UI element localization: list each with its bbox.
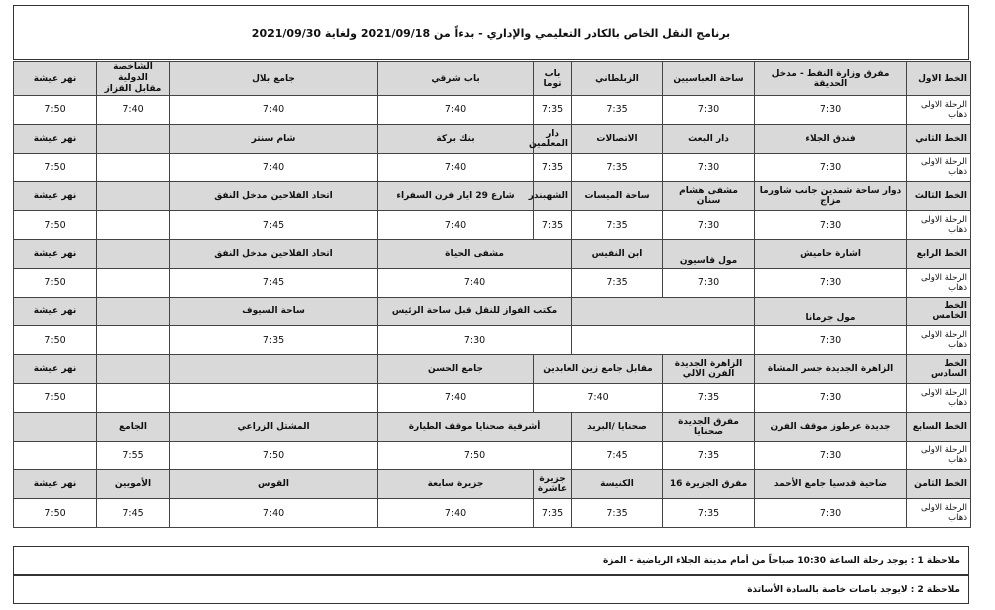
trip-label: الرحلة الاولى ذهاب	[907, 383, 971, 412]
time-cell: 7:40	[378, 383, 534, 412]
line-name: الخط الثالث	[907, 182, 971, 211]
stop-cell: باب توما	[534, 62, 572, 96]
stop-cell: مقابل جامع زين العابدين	[534, 355, 663, 384]
stop-cell: مول جرمانا	[755, 297, 907, 326]
stop-cell: القوس	[170, 470, 378, 499]
time-cell: 7:50	[14, 211, 97, 240]
stops-row	[14, 124, 971, 153]
time-cell: 7:40	[97, 96, 170, 125]
empty-cell	[572, 297, 755, 326]
time-cell: 7:30	[755, 383, 907, 412]
stop-cell: نهر عيشة	[14, 239, 97, 268]
time-cell: 7:50	[14, 96, 97, 125]
stop-cell: نهر عيشة	[14, 470, 97, 499]
stops-row	[14, 239, 971, 268]
stop-cell: الجامع	[97, 412, 170, 441]
time-cell: 7:40	[378, 211, 534, 240]
stops-row	[14, 297, 971, 326]
stop-cell: مفرق الجديدة صحنايا	[663, 412, 755, 441]
stop-cell: فندق الجلاء	[755, 124, 907, 153]
stop-cell: باب شرقي	[378, 62, 534, 96]
stop-cell: ساحة العباسيين	[663, 62, 755, 96]
stop-cell: نهر عيشة	[14, 355, 97, 384]
time-cell: 7:50	[14, 383, 97, 412]
line-name: الخط السابع	[907, 412, 971, 441]
time-cell: 7:50	[14, 326, 97, 355]
empty-cell	[97, 326, 170, 355]
empty-cell	[170, 355, 378, 384]
time-cell: 7:45	[572, 441, 663, 470]
stops-row	[14, 355, 971, 384]
trip-label: الرحلة الاولى ذهاب	[907, 153, 971, 182]
empty-cell	[97, 239, 170, 268]
time-cell: 7:35	[534, 153, 572, 182]
stop-cell: صحنايا /البريد	[572, 412, 663, 441]
times-row	[14, 96, 971, 125]
stops-row	[14, 470, 971, 499]
time-cell: 7:30	[663, 211, 755, 240]
time-cell: 7:35	[534, 96, 572, 125]
times-row	[14, 441, 971, 470]
time-cell: 7:50	[14, 499, 97, 528]
stop-cell: اشارة حاميش	[755, 239, 907, 268]
stop-cell: المشتل الزراعي	[170, 412, 378, 441]
times-row	[14, 211, 971, 240]
line-name: الخط السادس	[907, 355, 971, 384]
title-box	[13, 5, 969, 60]
time-cell: 7:40	[378, 96, 534, 125]
stop-cell: مشفى هشام سنان	[663, 182, 755, 211]
time-cell: 7:50	[170, 441, 378, 470]
stop-cell: جامع بلال	[170, 62, 378, 96]
stop-cell: مشفى الحياة	[378, 239, 572, 268]
time-cell: 7:40	[378, 153, 534, 182]
trip-label: الرحلة الاولى ذهاب	[907, 268, 971, 297]
time-cell: 7:40	[170, 96, 378, 125]
time-cell: 7:35	[572, 211, 663, 240]
stop-cell: مكتب الفواز للنقل قبل ساحة الرئيس	[378, 297, 572, 326]
time-cell: 7:30	[755, 499, 907, 528]
empty-cell	[97, 182, 170, 211]
stop-cell: أشرفية صحنايا موقف الطيارة	[378, 412, 572, 441]
time-cell: 7:45	[170, 211, 378, 240]
stop-cell: دار المعلمين	[534, 124, 572, 153]
stop-cell: نهر عيشة	[14, 297, 97, 326]
time-cell: 7:30	[755, 326, 907, 355]
time-cell: 7:30	[755, 96, 907, 125]
stop-cell: جديدة عرطوز موقف الفرن	[755, 412, 907, 441]
stop-cell: ضاحية قدسيا جامع الأحمد	[755, 470, 907, 499]
empty-cell	[97, 297, 170, 326]
empty-cell	[572, 326, 755, 355]
time-cell: 7:35	[663, 499, 755, 528]
time-cell: 7:55	[97, 441, 170, 470]
empty-cell	[97, 355, 170, 384]
stop-cell: دار البعث	[663, 124, 755, 153]
trip-label: الرحلة الاولى ذهاب	[907, 441, 971, 470]
time-cell: 7:35	[534, 499, 572, 528]
stop-cell: جزيرة سابعة	[378, 470, 534, 499]
time-cell: 7:30	[755, 211, 907, 240]
empty-cell	[14, 412, 97, 441]
stops-row	[14, 182, 971, 211]
time-cell: 7:30	[755, 441, 907, 470]
times-row	[14, 326, 971, 355]
times-row	[14, 153, 971, 182]
stop-cell: الأمويين	[97, 470, 170, 499]
line-name: الخط الرابع	[907, 239, 971, 268]
time-cell: 7:35	[534, 211, 572, 240]
empty-cell	[14, 441, 97, 470]
stop-cell: شام سنتر	[170, 124, 378, 153]
time-cell: 7:40	[378, 499, 534, 528]
empty-cell	[170, 383, 378, 412]
time-cell: 7:35	[663, 383, 755, 412]
time-cell: 7:30	[755, 153, 907, 182]
stop-cell: جامع الحسن	[378, 355, 534, 384]
line-name: الخط الثامن	[907, 470, 971, 499]
page-title: برنامج النقل الخاص بالكادر التعليمي والإداري - بدءاً من 2021/09/18 ولغاية 2021/09/30	[251, 27, 731, 40]
stop-cell: نهر عيشة	[14, 182, 97, 211]
stop-cell: مفرق الجزيرة 16	[663, 470, 755, 499]
empty-cell	[97, 211, 170, 240]
stop-cell: ابن النفيس	[572, 239, 663, 268]
times-row	[14, 499, 971, 528]
time-cell: 7:30	[663, 153, 755, 182]
stop-cell: شارع 29 ايار فرن السفراء	[378, 182, 534, 211]
trip-label: الرحلة الاولى ذهاب	[907, 499, 971, 528]
time-cell: 7:35	[572, 96, 663, 125]
empty-cell	[97, 153, 170, 182]
stop-cell: بنك بركة	[378, 124, 534, 153]
times-row	[14, 383, 971, 412]
line-name: الخط الخامس	[907, 297, 971, 326]
trip-label: الرحلة الاولى ذهاب	[907, 326, 971, 355]
empty-cell	[97, 268, 170, 297]
time-cell: 7:35	[663, 441, 755, 470]
time-cell: 7:30	[663, 268, 755, 297]
time-cell: 7:35	[572, 153, 663, 182]
stop-cell: الزبلطاني	[572, 62, 663, 96]
stop-cell: الاتصالات	[572, 124, 663, 153]
stop-cell: جزيرة عاشرة	[534, 470, 572, 499]
stop-cell: دوار ساحة شمدين جانب شاورما مزاج	[755, 182, 907, 211]
stops-row	[14, 412, 971, 441]
stop-cell: الشهبندر	[534, 182, 572, 211]
time-cell: 7:40	[534, 383, 663, 412]
stop-cell: نهر عيشة	[14, 124, 97, 153]
stop-cell: ساحة الميسات	[572, 182, 663, 211]
line-name: الخط الاول	[907, 62, 971, 96]
time-cell: 7:30	[378, 326, 572, 355]
empty-cell	[97, 124, 170, 153]
time-cell: 7:30	[663, 96, 755, 125]
stop-cell: الزاهرة الجديدة الفرن الالي	[663, 355, 755, 384]
time-cell: 7:35	[170, 326, 378, 355]
time-cell: 7:50	[378, 441, 572, 470]
empty-cell	[97, 383, 170, 412]
stop-cell: اتحاد الفلاحين مدخل النفق	[170, 182, 378, 211]
stop-cell: ساحة السيوف	[170, 297, 378, 326]
time-cell: 7:35	[572, 499, 663, 528]
time-cell: 7:40	[170, 153, 378, 182]
time-cell: 7:40	[378, 268, 572, 297]
stop-cell: مفرق وزارة النفط - مدخل الحديقة	[755, 62, 907, 96]
times-row	[14, 268, 971, 297]
schedule-table	[13, 61, 971, 528]
stop-cell: الشاخصة الدولية مقابل القزاز	[97, 62, 170, 96]
time-cell: 7:50	[14, 268, 97, 297]
time-cell: 7:45	[97, 499, 170, 528]
stops-row	[14, 62, 971, 96]
time-cell: 7:35	[572, 268, 663, 297]
time-cell: 7:45	[170, 268, 378, 297]
stop-cell: الزاهرة الجديدة جسر المشاة	[755, 355, 907, 384]
trip-label: الرحلة الاولى ذهاب	[907, 96, 971, 125]
line-name: الخط الثاني	[907, 124, 971, 153]
time-cell: 7:50	[14, 153, 97, 182]
stop-cell: اتحاد الفلاحين مدخل النفق	[170, 239, 378, 268]
time-cell: 7:40	[170, 499, 378, 528]
stop-cell: نهر عيشة	[14, 62, 97, 96]
time-cell: 7:30	[755, 268, 907, 297]
note-1: ملاحظة 1 : يوجد رحلة الساعة 10:30 صباحاً من أمام مدينة الجلاء الرياضية - المزة	[13, 546, 969, 575]
stop-cell: مول قاسيون	[663, 239, 755, 268]
stop-cell: الكنيسة	[572, 470, 663, 499]
note-2: ملاحظة 2 : لايوجد باصات خاصة بالسادة الأساتذة	[13, 575, 969, 604]
trip-label: الرحلة الاولى ذهاب	[907, 211, 971, 240]
